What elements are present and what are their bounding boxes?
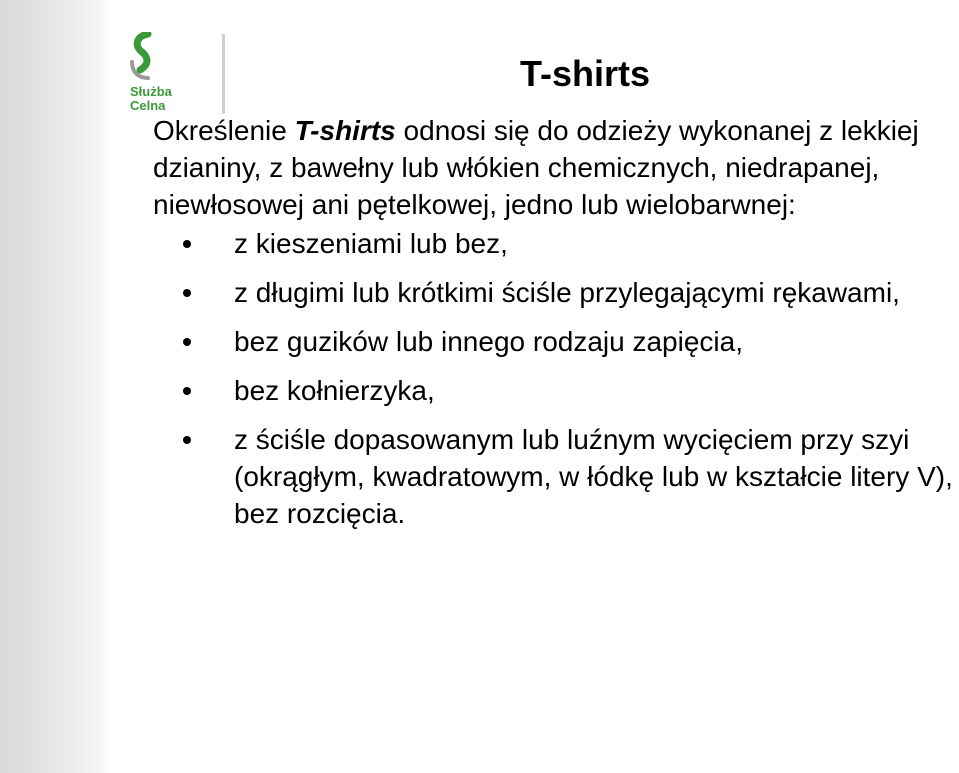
bullet-item: [153, 372, 953, 409]
header-divider: [222, 34, 225, 114]
bullet-text: z długimi lub krótkimi ściśle przylegającymi rękawami,: [234, 277, 900, 308]
slide-body: [153, 112, 953, 544]
bullet-text: z ściśle dopasowanym lub luźnym wycięciem przy szyi (okrągłym, kwadratowym, w łódkę lub w kształcie litery V), bez rozcięcia.: [234, 424, 953, 529]
bullet-text: z kieszeniami lub bez,: [234, 228, 508, 259]
intro-after: odnosi się do odzieży wykonanej z lekkiej dzianiny, z bawełny lub włókien chemicznych, niedrapanej, niewłosowej ani pętelkowej, jedno lub wielobarwnej:: [153, 115, 919, 220]
logo-text-line2: Celna: [130, 98, 166, 113]
side-strip: [0, 0, 113, 773]
sluzba-celna-logo: [128, 32, 188, 112]
slide-title: T-shirts: [520, 53, 651, 94]
bullet-list: [153, 225, 953, 532]
bullet-item: [153, 323, 953, 360]
bullet-text: bez kołnierzyka,: [234, 375, 435, 406]
intro-term: T-shirts: [294, 115, 396, 146]
bullet-dot-icon: [183, 387, 191, 395]
bullet-dot-icon: [183, 436, 191, 444]
bullet-text: bez guzików lub innego rodzaju zapięcia,: [234, 326, 743, 357]
bullet-item: [153, 274, 953, 311]
bullet-item: [153, 225, 953, 262]
logo-text-line1: Służba: [130, 84, 172, 99]
intro-before: Określenie: [153, 115, 295, 146]
bullet-dot-icon: [183, 240, 191, 248]
bullet-dot-icon: [183, 289, 191, 297]
bullet-dot-icon: [183, 338, 191, 346]
intro-paragraph: [153, 112, 953, 223]
bullet-item: [153, 421, 953, 532]
logo-mark-icon: [128, 32, 162, 82]
